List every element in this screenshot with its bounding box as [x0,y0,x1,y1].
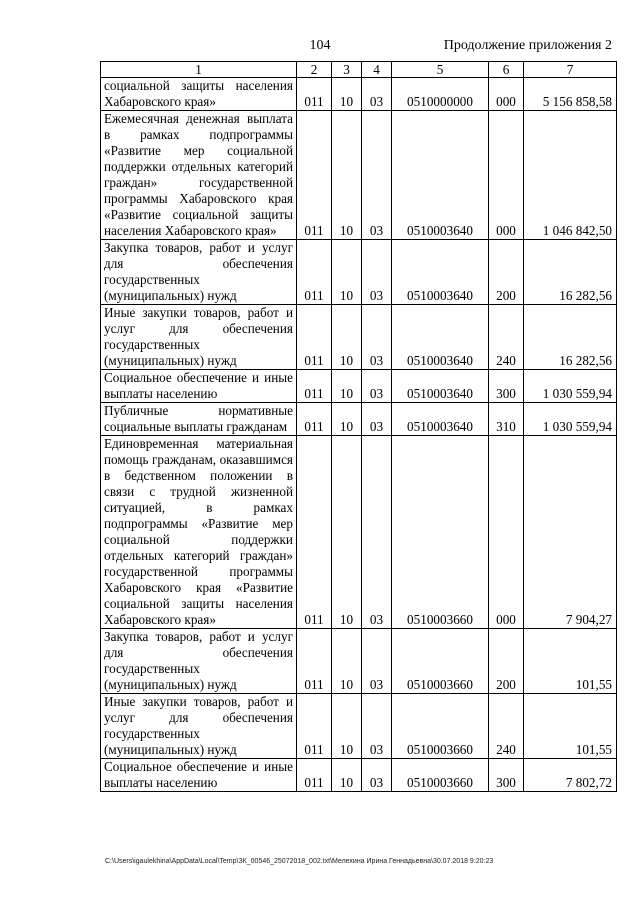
section-cell: 10 [332,78,362,111]
subsection-cell: 03 [362,240,392,305]
target-article-cell: 0510003660 [392,759,489,792]
gl-code-cell: 011 [297,694,332,759]
section-cell: 10 [332,305,362,370]
table-row [101,759,617,792]
column-header: 5 [392,62,489,78]
column-header: 3 [332,62,362,78]
item-name-cell: Закупка товаров, работ и услуг для обеспечения государственных (муниципальных) нужд [101,629,297,694]
budget-table [100,61,617,792]
target-article-cell: 0510003640 [392,111,489,240]
expense-type-cell: 000 [489,436,524,629]
subsection-cell: 03 [362,694,392,759]
amount-cell: 5 156 858,58 [524,78,617,111]
section-cell: 10 [332,370,362,403]
table-row [101,403,617,436]
table-row [101,694,617,759]
subsection-cell: 03 [362,759,392,792]
gl-code-cell: 011 [297,759,332,792]
item-name-cell: Иные закупки товаров, работ и услуг для обеспечения государственных (муниципальных) нужд [101,694,297,759]
gl-code-cell: 011 [297,111,332,240]
target-article-cell: 0510003640 [392,305,489,370]
column-header: 4 [362,62,392,78]
expense-type-cell: 000 [489,111,524,240]
amount-cell: 1 030 559,94 [524,403,617,436]
page-number: 104 [309,38,331,53]
target-article-cell: 0510003640 [392,240,489,305]
item-name-cell: Социальное обеспечение и иные выплаты населению [101,370,297,403]
item-name-cell: Иные закупки товаров, работ и услуг для обеспечения государственных (муниципальных) нужд [101,305,297,370]
gl-code-cell: 011 [297,370,332,403]
section-cell: 10 [332,403,362,436]
expense-type-cell: 000 [489,78,524,111]
section-cell: 10 [332,759,362,792]
target-article-cell: 0510003660 [392,629,489,694]
subsection-cell: 03 [362,436,392,629]
section-cell: 10 [332,694,362,759]
table-row [101,305,617,370]
expense-type-cell: 300 [489,370,524,403]
table-header-row [101,62,617,78]
target-article-cell: 0510003660 [392,694,489,759]
expense-type-cell: 200 [489,240,524,305]
table-row [101,78,617,111]
item-name-cell: Социальное обеспечение и иные выплаты населению [101,759,297,792]
section-cell: 10 [332,629,362,694]
subsection-cell: 03 [362,629,392,694]
column-header: 2 [297,62,332,78]
section-cell: 10 [332,436,362,629]
column-header: 7 [524,62,617,78]
expense-type-cell: 310 [489,403,524,436]
item-name-cell: Ежемесячная денежная выплата в рамках подпрограммы «Развитие мер социальной поддержки отдельных категорий граждан» государственной программы Хабаровского края «Развитие социальной защиты населения Хабаровского края» [101,111,297,240]
gl-code-cell: 011 [297,305,332,370]
gl-code-cell: 011 [297,436,332,629]
subsection-cell: 03 [362,111,392,240]
amount-cell: 101,55 [524,629,617,694]
amount-cell: 101,55 [524,694,617,759]
target-article-cell: 0510003640 [392,403,489,436]
expense-type-cell: 200 [489,629,524,694]
item-name-cell: социальной защиты населения Хабаровского края» [101,78,297,111]
gl-code-cell: 011 [297,403,332,436]
item-name-cell: Публичные нормативные социальные выплаты гражданам [101,403,297,436]
gl-code-cell: 011 [297,240,332,305]
gl-code-cell: 011 [297,78,332,111]
file-path-footer: C:\Users\igaulekhina\AppData\Local\Temp\ЗК_00546_25072018_002.txt\Мелехина Ирина Геннадьевна\30.07.2018 9:20:23 [105,858,494,865]
column-header: 6 [489,62,524,78]
section-cell: 10 [332,240,362,305]
amount-cell: 7 802,72 [524,759,617,792]
gl-code-cell: 011 [297,629,332,694]
subsection-cell: 03 [362,403,392,436]
column-header: 1 [101,62,297,78]
section-cell: 10 [332,111,362,240]
item-name-cell: Единовременная материальная помощь гражданам, оказавшимся в бедственном положении в связи с трудной жизненной ситуацией, в рамках подпрограммы «Развитие мер социальной поддержки отдельных категорий граждан» государственной программы Хабаровского края «Развитие социальной защиты населения Хабаровского края» [101,436,297,629]
table-row [101,629,617,694]
item-name-cell: Закупка товаров, работ и услуг для обеспечения государственных (муниципальных) нужд [101,240,297,305]
amount-cell: 16 282,56 [524,305,617,370]
target-article-cell: 0510003660 [392,436,489,629]
amount-cell: 1 046 842,50 [524,111,617,240]
subsection-cell: 03 [362,370,392,403]
continuation-label: Продолжение приложения 2 [443,38,612,53]
target-article-cell: 0510003640 [392,370,489,403]
table-row [101,370,617,403]
table-row [101,240,617,305]
table-row [101,111,617,240]
amount-cell: 7 904,27 [524,436,617,629]
amount-cell: 16 282,56 [524,240,617,305]
table-row [101,436,617,629]
expense-type-cell: 240 [489,694,524,759]
subsection-cell: 03 [362,305,392,370]
subsection-cell: 03 [362,78,392,111]
expense-type-cell: 300 [489,759,524,792]
expense-type-cell: 240 [489,305,524,370]
amount-cell: 1 030 559,94 [524,370,617,403]
target-article-cell: 0510000000 [392,78,489,111]
